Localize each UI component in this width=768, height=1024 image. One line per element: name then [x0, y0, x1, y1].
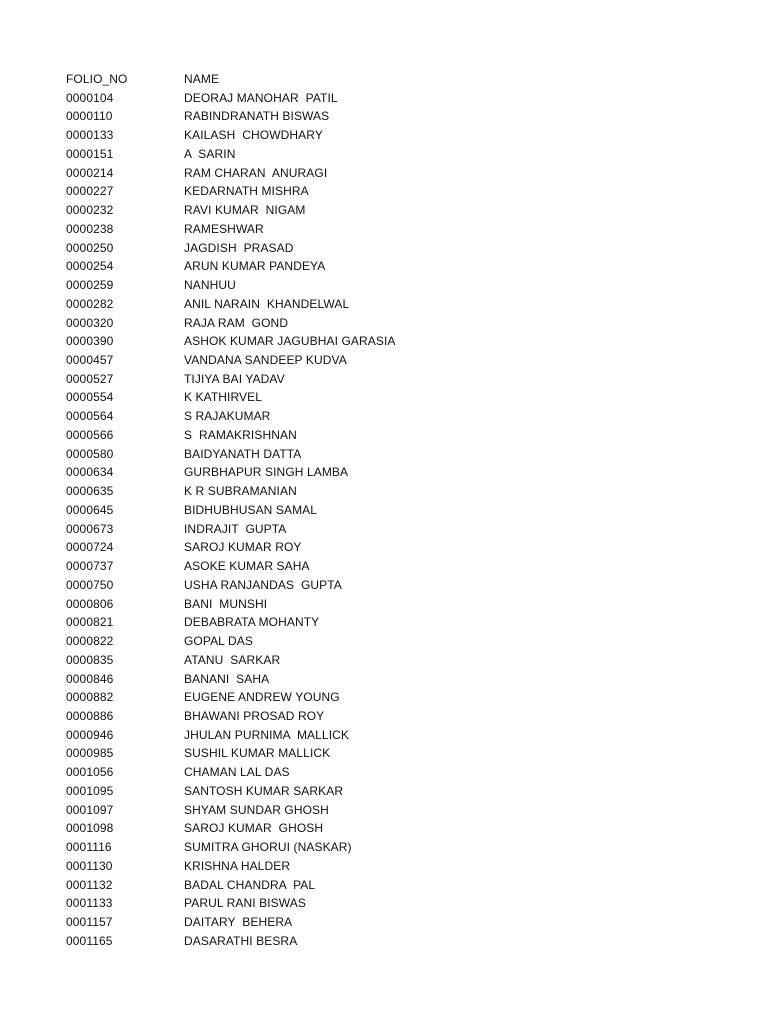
- name-cell: K R SUBRAMANIAN: [184, 484, 297, 499]
- folio-no-cell: 0000634: [66, 465, 114, 480]
- name-cell: SUSHIL KUMAR MALLICK: [184, 746, 331, 761]
- folio-no-cell: 0000232: [66, 203, 114, 218]
- name-cell: RABINDRANATH BISWAS: [184, 109, 330, 124]
- folio-no-cell: 0000250: [66, 240, 114, 255]
- name-cell: RAMESHWAR: [184, 221, 264, 236]
- table-body: [66, 89, 666, 951]
- name-cell: KEDARNATH MISHRA: [184, 184, 309, 199]
- name-cell: KRISHNA HALDER: [184, 858, 291, 873]
- folio-no-cell: 0001165: [66, 933, 113, 948]
- name-cell: KAILASH CHOWDHARY: [184, 128, 323, 143]
- table-row: [66, 520, 666, 539]
- name-cell: GOPAL DAS: [184, 634, 253, 649]
- folio-no-cell: 0000750: [66, 577, 114, 592]
- name-cell: EUGENE ANDREW YOUNG: [184, 690, 340, 705]
- folio-no-cell: 0000580: [66, 446, 114, 461]
- folio-no-cell: 0000110: [66, 109, 113, 124]
- name-cell: SUMITRA GHORUI (NASKAR): [184, 840, 352, 855]
- name-cell: DASARATHI BESRA: [184, 933, 298, 948]
- folio-no-cell: 0001097: [66, 802, 114, 817]
- folio-no-cell: 0000320: [66, 315, 114, 330]
- table-row: [66, 276, 666, 295]
- folio-no-cell: 0001132: [66, 877, 113, 892]
- table-row: [66, 370, 666, 389]
- name-cell: VANDANA SANDEEP KUDVA: [184, 353, 347, 368]
- table-row: [66, 876, 666, 895]
- folio-no-cell: 0001133: [66, 896, 113, 911]
- folio-no-cell: 0000835: [66, 652, 114, 667]
- table-row: [66, 857, 666, 876]
- table-row: [66, 501, 666, 520]
- name-cell: NANHUU: [184, 278, 236, 293]
- folio-no-header: FOLIO_NO: [66, 72, 128, 86]
- table-row: [66, 107, 666, 126]
- table-row: [66, 164, 666, 183]
- folio-no-cell: 0000104: [66, 90, 114, 105]
- table-row: [66, 220, 666, 239]
- name-cell: SAROJ KUMAR ROY: [184, 540, 302, 555]
- table-row: [66, 782, 666, 801]
- folio-no-cell: 0000886: [66, 708, 114, 723]
- name-cell: DEBABRATA MOHANTY: [184, 615, 320, 630]
- folio-no-cell: 0000566: [66, 427, 114, 442]
- table-row: [66, 726, 666, 745]
- table-row: [66, 89, 666, 108]
- folio-no-cell: 0000806: [66, 596, 114, 611]
- folio-no-cell: 0000821: [66, 615, 114, 630]
- name-cell: JAGDISH PRASAD: [184, 240, 294, 255]
- table-row: [66, 557, 666, 576]
- name-cell: SAROJ KUMAR GHOSH: [184, 821, 324, 836]
- name-cell: ARUN KUMAR PANDEYA: [184, 259, 326, 274]
- table-row: [66, 651, 666, 670]
- name-cell: K KATHIRVEL: [184, 390, 263, 405]
- name-cell: PARUL RANI BISWAS: [184, 896, 306, 911]
- name-cell: RAVI KUMAR NIGAM: [184, 203, 306, 218]
- name-cell: ASOKE KUMAR SAHA: [184, 559, 310, 574]
- table-row: [66, 763, 666, 782]
- table-row: [66, 445, 666, 464]
- folio-no-cell: 0001056: [66, 765, 114, 780]
- folio-no-cell: 0001116: [66, 840, 112, 855]
- name-cell: BADAL CHANDRA PAL: [184, 877, 316, 892]
- folio-no-cell: 0000882: [66, 690, 114, 705]
- name-cell: SHYAM SUNDAR GHOSH: [184, 802, 329, 817]
- table-row: [66, 126, 666, 145]
- table-row: [66, 295, 666, 314]
- table-row: [66, 913, 666, 932]
- folio-no-cell: 0000946: [66, 727, 114, 742]
- table-row: [66, 426, 666, 445]
- folio-no-cell: 0000822: [66, 634, 114, 649]
- table-row: [66, 314, 666, 333]
- name-cell: S RAJAKUMAR: [184, 409, 271, 424]
- table-row: [66, 801, 666, 820]
- folio-no-cell: 0000673: [66, 521, 114, 536]
- table-row: [66, 576, 666, 595]
- name-cell: DEORAJ MANOHAR PATIL: [184, 90, 338, 105]
- folio-no-cell: 0000564: [66, 409, 114, 424]
- folio-no-cell: 0000259: [66, 278, 114, 293]
- name-cell: BANANI SAHA: [184, 671, 270, 686]
- table-row: [66, 819, 666, 838]
- name-header: NAME: [184, 72, 220, 86]
- folio-no-cell: 0000238: [66, 221, 114, 236]
- table-row: [66, 351, 666, 370]
- name-cell: BANI MUNSHI: [184, 596, 268, 611]
- folio-no-cell: 0000985: [66, 746, 114, 761]
- table-row: [66, 201, 666, 220]
- folio-no-cell: 0000390: [66, 334, 114, 349]
- folio-no-cell: 0001095: [66, 783, 114, 798]
- folio-no-cell: 0000737: [66, 559, 114, 574]
- folio-no-cell: 0000282: [66, 296, 114, 311]
- header-row: [66, 70, 666, 89]
- folio-no-cell: 0000635: [66, 484, 114, 499]
- folio-no-cell: 0001130: [66, 858, 113, 873]
- name-cell: BIDHUBHUSAN SAMAL: [184, 502, 318, 517]
- folio-no-cell: 0000457: [66, 353, 114, 368]
- table-row: [66, 688, 666, 707]
- name-cell: INDRAJIT GUPTA: [184, 521, 287, 536]
- folio-no-cell: 0000645: [66, 502, 114, 517]
- name-cell: ATANU SARKAR: [184, 652, 281, 667]
- name-cell: GURBHAPUR SINGH LAMBA: [184, 465, 349, 480]
- name-cell: BAIDYANATH DATTA: [184, 446, 302, 461]
- folio-no-cell: 0000724: [66, 540, 114, 555]
- table-row: [66, 744, 666, 763]
- table-row: [66, 145, 666, 164]
- name-cell: RAJA RAM GOND: [184, 315, 289, 330]
- name-cell: BHAWANI PROSAD ROY: [184, 708, 325, 723]
- folio-no-cell: 0000527: [66, 371, 114, 386]
- table-row: [66, 894, 666, 913]
- table-row: [66, 482, 666, 501]
- name-cell: TIJIYA BAI YADAV: [184, 371, 285, 386]
- name-cell: RAM CHARAN ANURAGI: [184, 165, 328, 180]
- table-row: [66, 388, 666, 407]
- folio-no-cell: 0000554: [66, 390, 114, 405]
- table-row: [66, 332, 666, 351]
- table-row: [66, 239, 666, 258]
- name-cell: A SARIN: [184, 146, 236, 161]
- table-row: [66, 632, 666, 651]
- name-cell: ANIL NARAIN KHANDELWAL: [184, 296, 350, 311]
- table-row: [66, 670, 666, 689]
- table-row: [66, 257, 666, 276]
- table-row: [66, 595, 666, 614]
- name-cell: DAITARY BEHERA: [184, 915, 293, 930]
- table-row: [66, 707, 666, 726]
- table-row: [66, 182, 666, 201]
- table-row: [66, 538, 666, 557]
- folio-no-cell: 0000151: [66, 146, 114, 161]
- folio-no-cell: 0000133: [66, 128, 114, 143]
- table-row: [66, 463, 666, 482]
- folio-no-cell: 0000227: [66, 184, 114, 199]
- table-row: [66, 407, 666, 426]
- table-row: [66, 932, 666, 951]
- folio-no-cell: 0000214: [66, 165, 114, 180]
- folio-no-cell: 0001098: [66, 821, 114, 836]
- folio-no-cell: 0001157: [66, 915, 113, 930]
- name-cell: ASHOK KUMAR JAGUBHAI GARASIA: [184, 334, 396, 349]
- folio-no-cell: 0000254: [66, 259, 114, 274]
- name-cell: S RAMAKRISHNAN: [184, 427, 297, 442]
- name-cell: USHA RANJANDAS GUPTA: [184, 577, 342, 592]
- folio-no-cell: 0000846: [66, 671, 114, 686]
- folio-table: [66, 70, 666, 951]
- name-cell: CHAMAN LAL DAS: [184, 765, 290, 780]
- table-row: [66, 838, 666, 857]
- name-cell: JHULAN PURNIMA MALLICK: [184, 727, 350, 742]
- table-row: [66, 613, 666, 632]
- name-cell: SANTOSH KUMAR SARKAR: [184, 783, 344, 798]
